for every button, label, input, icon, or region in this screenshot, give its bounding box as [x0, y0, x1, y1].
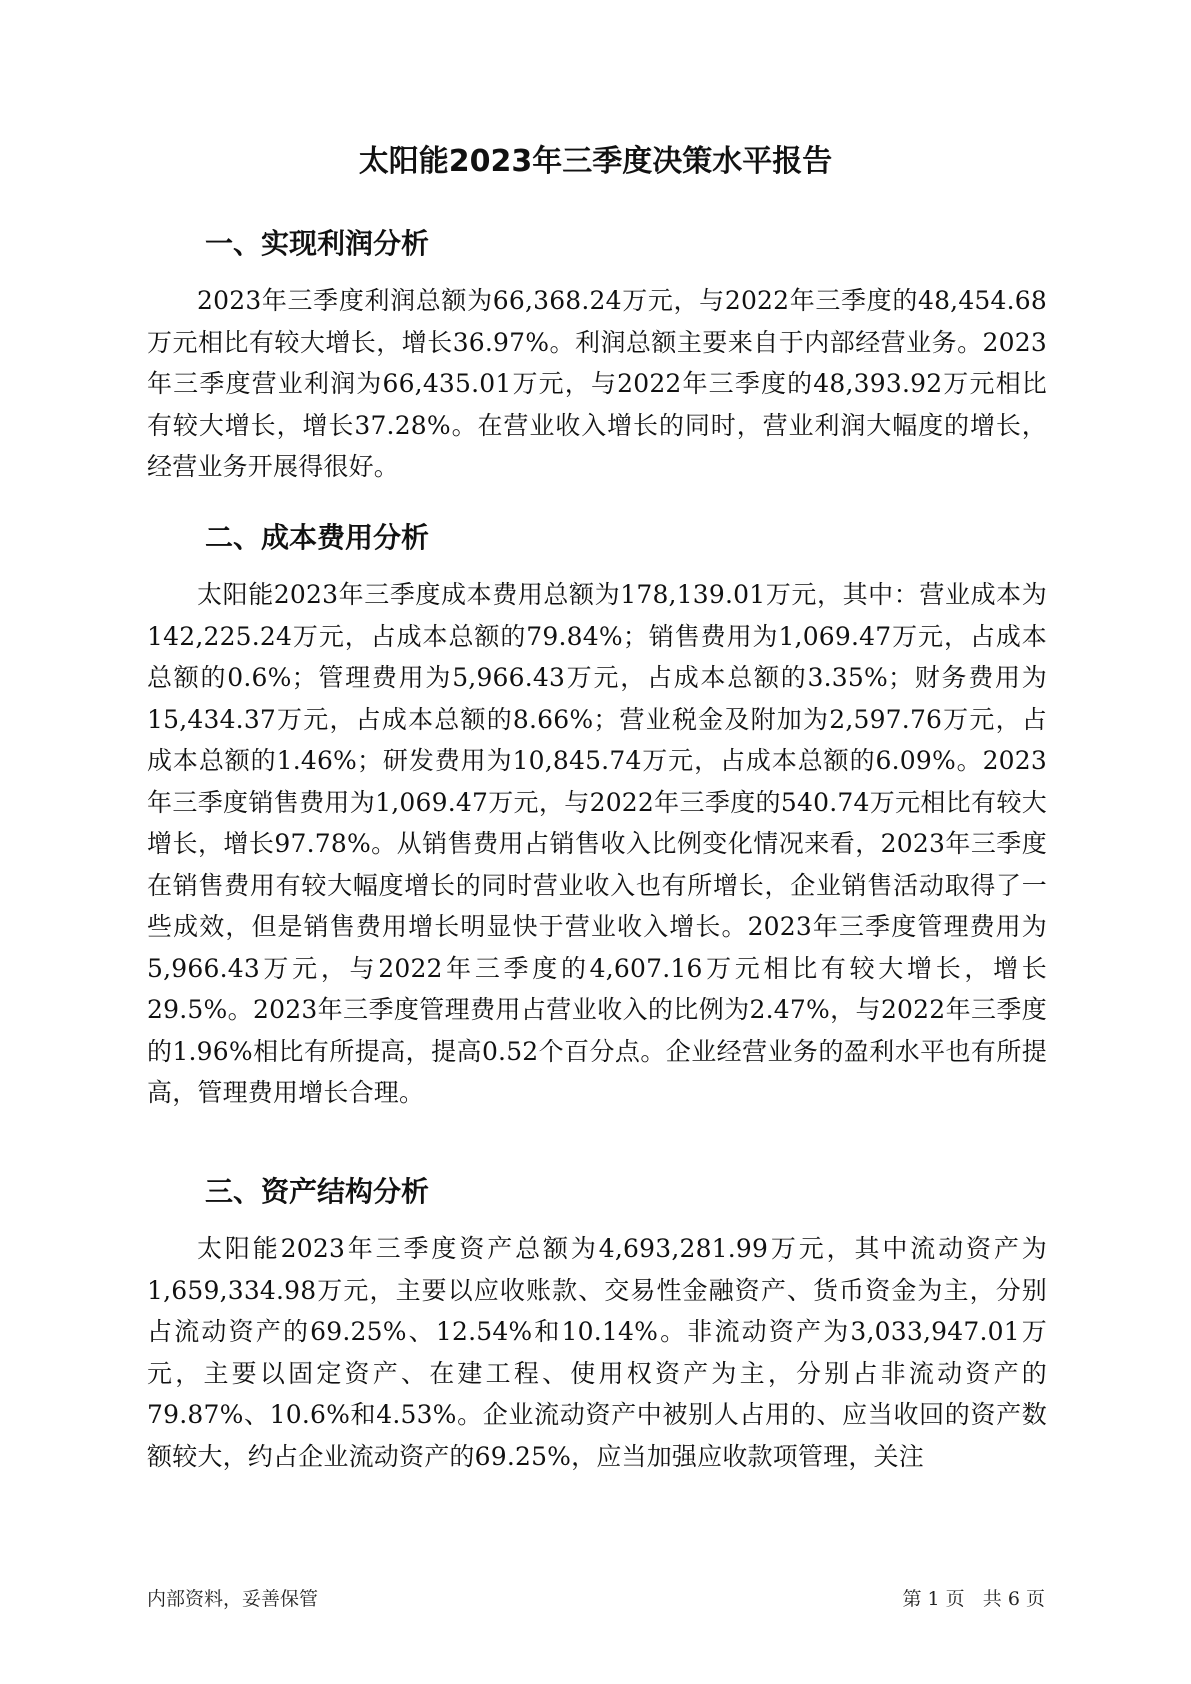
page-prefix: 第 [902, 1588, 922, 1610]
page-number: 1 [927, 1588, 940, 1610]
footer-confidential-note: 内部资料，妥善保管 [147, 1588, 319, 1610]
total-pages: 6 [1007, 1588, 1020, 1610]
page-suffix: 页 [945, 1588, 965, 1610]
total-prefix: 共 [982, 1588, 1002, 1610]
total-suffix: 页 [1025, 1588, 1045, 1610]
section-paragraph-profit: 2023年三季度利润总额为66,368.24万元，与2022年三季度的48,454.68万元相比有较大增长，增长36.97%。利润总额主要来自于内部经营业务。2023年三季度营业利润为66,435.01万元，与2022年三季度的48,393.92万元相比有较大增长，增长37.28%。在营业收入增长的同时，营业利润大幅度的增长，经营业务开展得很好。 [147, 286, 1047, 481]
section-paragraph-cost: 太阳能2023年三季度成本费用总额为178,139.01万元，其中：营业成本为142,225.24万元，占成本总额的79.84%；销售费用为1,069.47万元，占成本总额的0.6%；管理费用为5,966.43万元，占成本总额的3.35%；财务费用为15,434.37万元，占成本总额的8.66%；营业税金及附加为2,597.76万元，占成本总额的1.46%；研发费用为10,845.74万元，占成本总额的6.09%。2023年三季度销售费用为1,069.47万元，与2022年三季度的540.74万元相比有较大增长，增长97.78%。从销售费用占销售收入比例变化情况来看，2023年三季度在销售费用有较大幅度增长的同时营业收入也有所增长，企业销售活动取得了一些成效，但是销售费用增长明显快于营业收入增长。2023年三季度管理费用为5,966.43万元，与2022年三季度的4,607.16万元相比有较大增长，增长29.5%。2023年三季度管理费用占营业收入的比例为2.47%，与2022年三季度的1.96%相比有所提高，提高0.52个百分点。企业经营业务的盈利水平也有所提高，管理费用增长合理。 [147, 580, 1047, 1107]
section-heading-assets: 三、资产结构分析 [205, 1175, 430, 1208]
section-paragraph-assets: 太阳能2023年三季度资产总额为4,693,281.99万元，其中流动资产为1,659,334.98万元，主要以应收账款、交易性金融资产、货币资金为主，分别占流动资产的69.25%、12.54%和10.14%。非流动资产为3,033,947.01万元，主要以固定资产、在建工程、使用权资产为主，分别占非流动资产的79.87%、10.6%和4.53%。企业流动资产中被别人占用的、应当收回的资产数额较大，约占企业流动资产的69.25%，应当加强应收款项管理，关注 [147, 1234, 1047, 1471]
document-title: 太阳能2023年三季度决策水平报告 [358, 144, 833, 179]
section-heading-cost: 二、成本费用分析 [205, 521, 430, 554]
footer-page-indicator [902, 1586, 1045, 1612]
section-heading-profit: 一、实现利润分析 [205, 227, 430, 260]
